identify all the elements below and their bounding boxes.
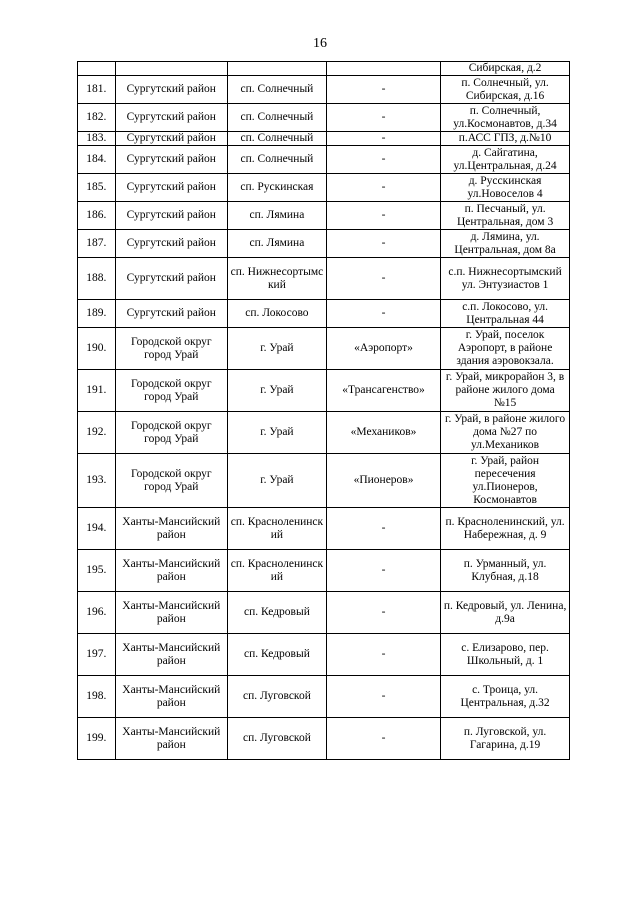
address-cell: с. Троица, ул. Центральная, д.32 [441, 676, 570, 718]
district-cell: Сургутский район [115, 174, 227, 202]
address-cell: п.АСС ГПЗ, д.№10 [441, 132, 570, 146]
address-cell: с.п. Локосово, ул. Центральная 44 [441, 300, 570, 328]
settlement-cell: сп. Кедровый [227, 634, 326, 676]
row-number: 196. [78, 592, 116, 634]
district-cell [115, 62, 227, 76]
table-row [78, 76, 570, 104]
object-cell: - [326, 174, 440, 202]
object-cell: - [326, 104, 440, 132]
address-cell: п. Красноленинский, ул. Набережная, д. 9 [441, 508, 570, 550]
row-number: 195. [78, 550, 116, 592]
address-cell: г. Урай, район пересечения ул.Пионеров, Космонавтов [441, 454, 570, 508]
district-cell: Сургутский район [115, 202, 227, 230]
settlement-cell: сп. Лямина [227, 230, 326, 258]
address-cell: г. Урай, в районе жилого дома №27 по ул.Механиков [441, 412, 570, 454]
address-cell: с.п. Нижнесортымский ул. Энтузиастов 1 [441, 258, 570, 300]
row-number: 193. [78, 454, 116, 508]
settlement-cell: г. Урай [227, 412, 326, 454]
row-number: 192. [78, 412, 116, 454]
address-cell: п. Солнечный, ул.Космонавтов, д.34 [441, 104, 570, 132]
table-row [78, 718, 570, 760]
table-row [78, 146, 570, 174]
settlement-cell: сп. Красноленинск ий [227, 508, 326, 550]
settlement-cell: г. Урай [227, 370, 326, 412]
object-cell: - [326, 258, 440, 300]
settlement-cell: сп. Солнечный [227, 104, 326, 132]
page-number: 16 [313, 36, 327, 51]
object-cell: - [326, 202, 440, 230]
settlement-cell: сп. Красноленинск ий [227, 550, 326, 592]
address-cell: Сибирская, д.2 [441, 62, 570, 76]
district-cell: Городской округ город Урай [115, 412, 227, 454]
object-cell: - [326, 676, 440, 718]
district-cell: Ханты-Мансийский район [115, 592, 227, 634]
row-number: 186. [78, 202, 116, 230]
table-row [78, 104, 570, 132]
settlement-cell: сп. Кедровый [227, 592, 326, 634]
object-cell: - [326, 300, 440, 328]
settlement-cell: сп. Луговской [227, 718, 326, 760]
row-number: 182. [78, 104, 116, 132]
table-row [78, 300, 570, 328]
table-row [78, 454, 570, 508]
row-number: 181. [78, 76, 116, 104]
district-cell: Сургутский район [115, 300, 227, 328]
district-cell: Городской округ город Урай [115, 454, 227, 508]
district-cell: Ханты-Мансийский район [115, 634, 227, 676]
settlement-cell: сп. Локосово [227, 300, 326, 328]
object-cell: - [326, 76, 440, 104]
table-row [78, 592, 570, 634]
row-number: 197. [78, 634, 116, 676]
district-cell: Сургутский район [115, 76, 227, 104]
district-cell: Сургутский район [115, 132, 227, 146]
address-cell: г. Урай, поселок Аэропорт, в районе здания аэровокзала. [441, 328, 570, 370]
table-row [78, 370, 570, 412]
table-row [78, 508, 570, 550]
locations-table [77, 61, 570, 760]
table-row [78, 412, 570, 454]
district-cell: Городской округ город Урай [115, 370, 227, 412]
address-cell: д. Сайгатина, ул.Центральная, д.24 [441, 146, 570, 174]
settlement-cell: сп. Лямина [227, 202, 326, 230]
row-number: 191. [78, 370, 116, 412]
table-row [78, 550, 570, 592]
table-row [78, 328, 570, 370]
table-row [78, 62, 570, 76]
address-cell: п. Кедровый, ул. Ленина, д.9а [441, 592, 570, 634]
settlement-cell: сп. Нижнесортымс кий [227, 258, 326, 300]
row-number [78, 62, 116, 76]
object-cell: - [326, 230, 440, 258]
table-row [78, 174, 570, 202]
table-row [78, 258, 570, 300]
district-cell: Сургутский район [115, 104, 227, 132]
district-cell: Сургутский район [115, 146, 227, 174]
row-number: 185. [78, 174, 116, 202]
settlement-cell: сп. Солнечный [227, 132, 326, 146]
object-cell: - [326, 550, 440, 592]
object-cell: - [326, 132, 440, 146]
object-cell: - [326, 508, 440, 550]
district-cell: Ханты-Мансийский район [115, 718, 227, 760]
address-cell: п. Урманный, ул. Клубная, д.18 [441, 550, 570, 592]
row-number: 198. [78, 676, 116, 718]
table-row [78, 634, 570, 676]
row-number: 184. [78, 146, 116, 174]
settlement-cell: сп. Солнечный [227, 76, 326, 104]
settlement-cell [227, 62, 326, 76]
object-cell: - [326, 634, 440, 676]
settlement-cell: г. Урай [227, 454, 326, 508]
district-cell: Сургутский район [115, 230, 227, 258]
row-number: 187. [78, 230, 116, 258]
district-cell: Сургутский район [115, 258, 227, 300]
object-cell [326, 62, 440, 76]
settlement-cell: сп. Солнечный [227, 146, 326, 174]
district-cell: Ханты-Мансийский район [115, 676, 227, 718]
settlement-cell: сп. Рускинская [227, 174, 326, 202]
district-cell: Ханты-Мансийский район [115, 508, 227, 550]
row-number: 199. [78, 718, 116, 760]
table-row [78, 676, 570, 718]
district-cell: Городской округ город Урай [115, 328, 227, 370]
address-cell: п. Песчаный, ул. Центральная, дом 3 [441, 202, 570, 230]
settlement-cell: г. Урай [227, 328, 326, 370]
object-cell: - [326, 146, 440, 174]
object-cell: «Механиков» [326, 412, 440, 454]
settlement-cell: сп. Луговской [227, 676, 326, 718]
address-cell: п. Луговской, ул. Гагарина, д.19 [441, 718, 570, 760]
object-cell: «Пионеров» [326, 454, 440, 508]
district-cell: Ханты-Мансийский район [115, 550, 227, 592]
row-number: 183. [78, 132, 116, 146]
address-cell: д. Лямина, ул. Центральная, дом 8а [441, 230, 570, 258]
address-cell: с. Елизарово, пер. Школьный, д. 1 [441, 634, 570, 676]
row-number: 188. [78, 258, 116, 300]
object-cell: «Аэропорт» [326, 328, 440, 370]
table-row [78, 132, 570, 146]
table-row [78, 202, 570, 230]
table-row [78, 230, 570, 258]
row-number: 190. [78, 328, 116, 370]
row-number: 194. [78, 508, 116, 550]
address-cell: г. Урай, микрорайон 3, в районе жилого дома №15 [441, 370, 570, 412]
row-number: 189. [78, 300, 116, 328]
object-cell: - [326, 718, 440, 760]
address-cell: п. Солнечный, ул. Сибирская, д.16 [441, 76, 570, 104]
object-cell: - [326, 592, 440, 634]
address-cell: д. Русскинская ул.Новоселов 4 [441, 174, 570, 202]
object-cell: «Трансагенство» [326, 370, 440, 412]
